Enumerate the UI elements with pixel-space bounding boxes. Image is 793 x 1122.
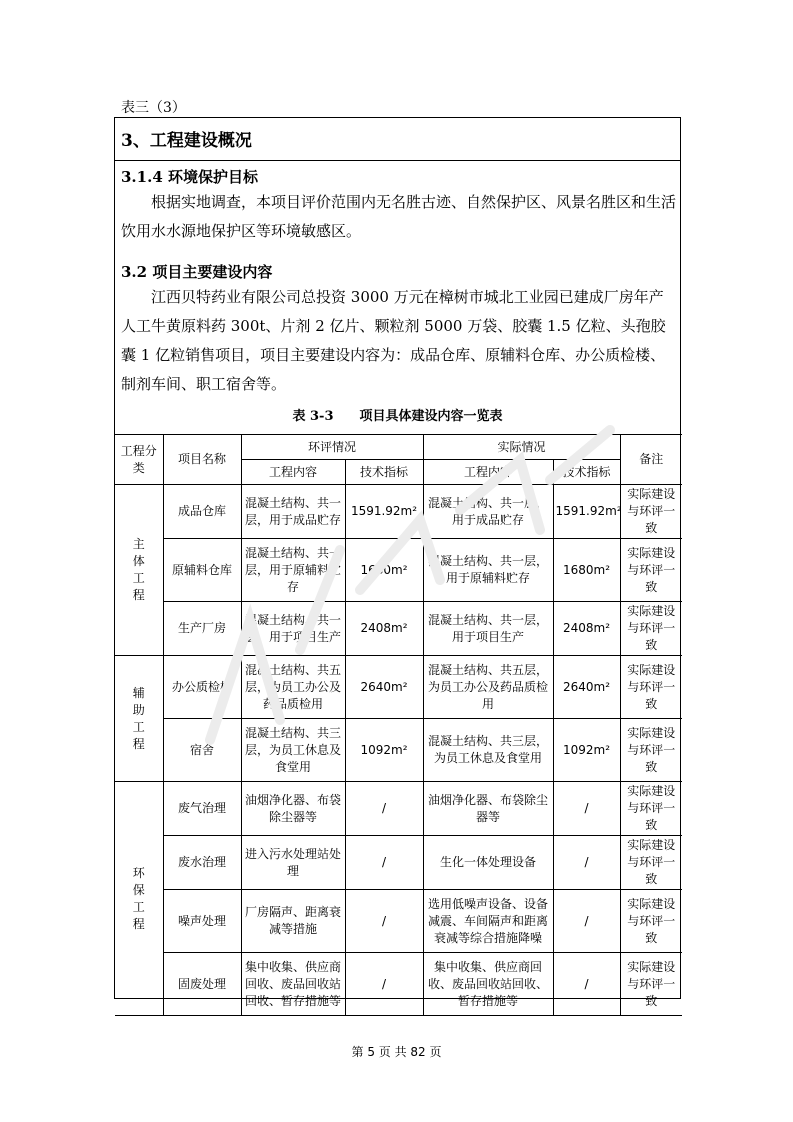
row-eia-content: 混凝土结构、共一层，用于原辅料贮存 <box>241 539 345 602</box>
row-name: 生产厂房 <box>163 602 241 656</box>
row-eia-content: 混凝土结构、共三层，为员工休息及食堂用 <box>241 719 345 782</box>
category-auxiliary: 辅 助 工 程 <box>115 656 163 782</box>
header-index: 技术指标 <box>345 460 423 485</box>
row-actual-index: / <box>553 953 620 1016</box>
row-actual-content: 混凝土结构、共三层，为员工休息及食堂用 <box>423 719 553 782</box>
project-table <box>115 434 682 1016</box>
row-eia-content: 厂房隔声、距离衰减等措施 <box>241 890 345 953</box>
row-eia-index: / <box>345 782 423 836</box>
table-row <box>115 539 682 602</box>
row-actual-content: 集中收集、供应商回收、废品回收站回收、暂存措施等 <box>423 953 553 1016</box>
header-note: 备注 <box>620 435 682 485</box>
row-actual-index: / <box>553 782 620 836</box>
row-eia-content: 油烟净化器、布袋除尘器等 <box>241 782 345 836</box>
header-actual: 实际情况 <box>423 435 620 460</box>
row-actual-content: 混凝土结构、共一层，用于原辅料贮存 <box>423 539 553 602</box>
row-actual-content: 混凝土结构、共一层，用于成品贮存 <box>423 485 553 539</box>
row-actual-content: 生化一体处理设备 <box>423 836 553 890</box>
row-note: 实际建设与环评一致 <box>620 953 682 1016</box>
row-actual-content: 选用低噪声设备、设备减震、车间隔声和距离衰减等综合措施降噪 <box>423 890 553 953</box>
table-row <box>115 953 682 1016</box>
section-title: 3、工程建设概况 <box>121 131 252 151</box>
row-actual-index: / <box>553 890 620 953</box>
paragraph-env: 根据实地调查，本项目评价范围内无名胜古迹、自然保护区、风景名胜区和生活饮用水水源地保护区等环境敏感区。 <box>121 193 677 240</box>
row-note: 实际建设与环评一致 <box>620 782 682 836</box>
header-eia: 环评情况 <box>241 435 423 460</box>
row-eia-content: 混凝土结构、共一层，用于项目生产 <box>241 602 345 656</box>
header-content-actual: 工程内容 <box>423 460 553 485</box>
row-actual-index: 1591.92m² <box>553 485 620 539</box>
row-actual-content: 混凝土结构、共五层，为员工办公及药品质检用 <box>423 656 553 719</box>
row-note: 实际建设与环评一致 <box>620 719 682 782</box>
row-actual-content: 油烟净化器、布袋除尘器等 <box>423 782 553 836</box>
row-note: 实际建设与环评一致 <box>620 539 682 602</box>
header-content: 工程内容 <box>241 460 345 485</box>
table-row <box>115 602 682 656</box>
row-actual-index: 1092m² <box>553 719 620 782</box>
table-row <box>115 656 682 719</box>
header-category: 工程分类 <box>115 435 163 485</box>
row-eia-index: 1680m² <box>345 539 423 602</box>
row-name: 废气治理 <box>163 782 241 836</box>
header-index-actual: 技术指标 <box>553 460 620 485</box>
row-eia-index: 1591.92m² <box>345 485 423 539</box>
row-actual-content: 混凝土结构、共一层，用于项目生产 <box>423 602 553 656</box>
row-eia-content: 混凝土结构、共五层，为员工办公及药品质检用 <box>241 656 345 719</box>
subsection-title-construction: 3.2 项目主要建设内容 <box>121 263 273 281</box>
row-name: 成品仓库 <box>163 485 241 539</box>
subsection-title-env: 3.1.4 环境保护目标 <box>121 168 258 186</box>
table-row <box>115 719 682 782</box>
table-label: 表三（3） <box>121 100 186 116</box>
table-caption: 表 3-3 项目具体建设内容一览表 <box>292 409 503 424</box>
row-note: 实际建设与环评一致 <box>620 890 682 953</box>
row-actual-index: 2408m² <box>553 602 620 656</box>
row-name: 办公质检楼 <box>163 656 241 719</box>
row-actual-index: / <box>553 836 620 890</box>
row-name: 宿舍 <box>163 719 241 782</box>
row-eia-index: 2640m² <box>345 656 423 719</box>
category-environmental: 环 保 工 程 <box>115 782 163 1016</box>
row-name: 原辅料仓库 <box>163 539 241 602</box>
row-eia-index: / <box>345 890 423 953</box>
paragraph-construction: 江西贝特药业有限公司总投资 3000 万元在樟树市城北工业园已建成厂房年产人工牛黄原料药 300t、片剂 2 亿片、颗粒剂 5000 万袋、胶囊 1.5 亿粒、头孢胶囊 1 亿粒销售项目，项目主要建设内容为：成品仓库、原辅料仓库、办公质检楼、制剂车间、职工宿舍等。 <box>121 288 666 393</box>
category-main: 主 体 工 程 <box>115 485 163 656</box>
table-row <box>115 836 682 890</box>
row-eia-content: 进入污水处理站处理 <box>241 836 345 890</box>
row-note: 实际建设与环评一致 <box>620 656 682 719</box>
row-name: 噪声处理 <box>163 890 241 953</box>
table-row <box>115 485 682 539</box>
row-name: 废水治理 <box>163 836 241 890</box>
table-row <box>115 782 682 836</box>
row-note: 实际建设与环评一致 <box>620 836 682 890</box>
row-note: 实际建设与环评一致 <box>620 485 682 539</box>
row-eia-index: 2408m² <box>345 602 423 656</box>
content-frame <box>114 117 681 1008</box>
header-name: 项目名称 <box>163 435 241 485</box>
row-note: 实际建设与环评一致 <box>620 602 682 656</box>
row-eia-content: 集中收集、供应商回收、废品回收站回收、暂存措施等 <box>241 953 345 1016</box>
divider <box>115 160 680 161</box>
row-name: 固废处理 <box>163 953 241 1016</box>
row-actual-index: 2640m² <box>553 656 620 719</box>
row-actual-index: 1680m² <box>553 539 620 602</box>
row-eia-index: 1092m² <box>345 719 423 782</box>
row-eia-index: / <box>345 953 423 1016</box>
row-eia-index: / <box>345 836 423 890</box>
page-footer: 第 5 页 共 82 页 <box>351 1045 442 1059</box>
table-row <box>115 890 682 953</box>
row-eia-content: 混凝土结构、共一层，用于成品贮存 <box>241 485 345 539</box>
